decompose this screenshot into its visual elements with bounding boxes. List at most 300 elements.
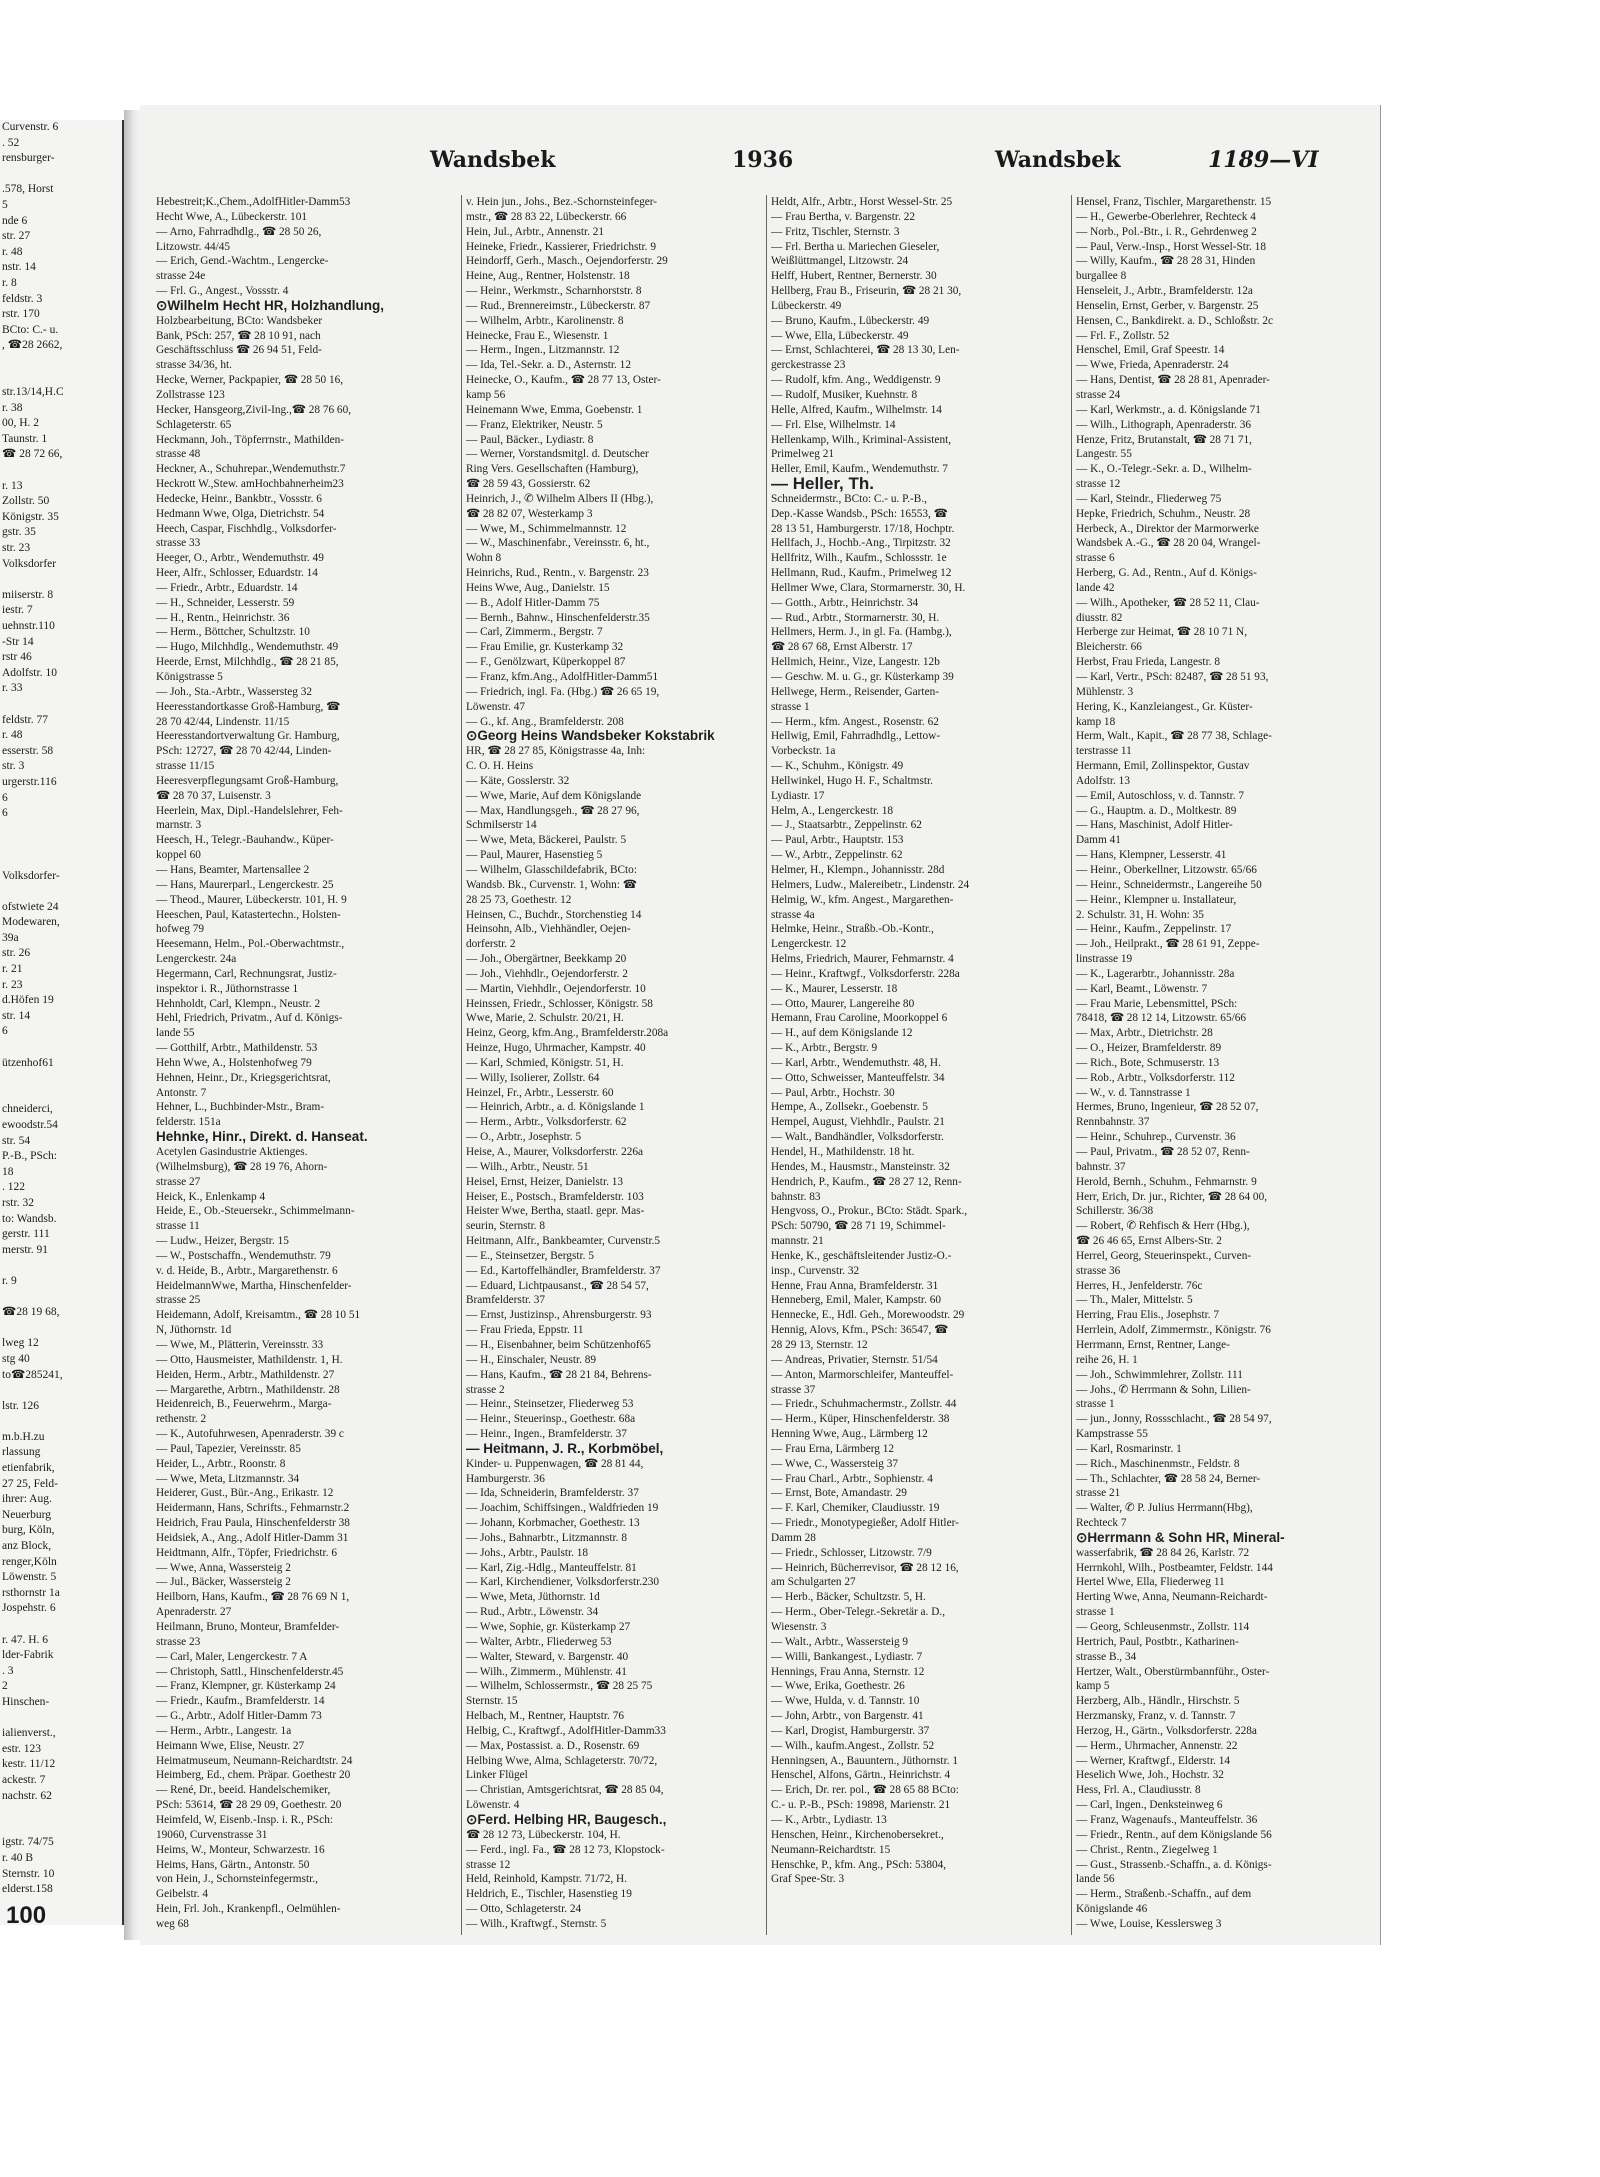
facing-page-line: Volksdorfer- bbox=[2, 869, 60, 882]
directory-entry: — G., Arbtr., Adolf Hitler-Damm 73 bbox=[156, 1710, 322, 1723]
directory-entry: Lydiastr. 17 bbox=[771, 789, 825, 802]
directory-entry: — Werner, Vorstandsmitgl. d. Deutscher bbox=[466, 448, 649, 461]
facing-page-line: rstr. 32 bbox=[2, 1196, 34, 1209]
directory-entry: Hering, K., Kanzleiangest., Gr. Küster- bbox=[1076, 700, 1253, 713]
directory-entry: — Walter, Steward, v. Bargenstr. 40 bbox=[466, 1650, 629, 1663]
directory-entry: — Christ., Rentn., Ziegelweg 1 bbox=[1076, 1843, 1218, 1856]
directory-entry: Hehl, Friedrich, Privatm., Auf d. Königs- bbox=[156, 1012, 343, 1025]
directory-entry: Schmilserstr 14 bbox=[466, 819, 537, 832]
directory-entry: Heckrott W.,Stew. amHochbahnerheim23 bbox=[156, 478, 344, 491]
directory-entry: Litzowstr. 44/45 bbox=[156, 240, 231, 253]
directory-entry: strasse 34/36, ht. bbox=[156, 359, 232, 372]
directory-entry: — Paul, Privatm., ☎ 28 52 07, Renn- bbox=[1076, 1146, 1250, 1158]
directory-entry: Herrel, Georg, Steuerinspekt., Curven- bbox=[1076, 1249, 1252, 1262]
facing-page-line: ☎28 19 68, bbox=[2, 1306, 60, 1319]
directory-entry: Bleicherstr. 66 bbox=[1076, 641, 1142, 654]
directory-entry: — Herm., kfm. Angest., Rosenstr. 62 bbox=[771, 715, 939, 728]
directory-entry: — K., Lagerarbtr., Johannisstr. 28a bbox=[1076, 967, 1235, 980]
directory-entry: 28 29 13, Sternstr. 12 bbox=[771, 1338, 868, 1351]
facing-page-line: rstr. 170 bbox=[2, 308, 40, 321]
directory-entry: Schlageterstr. 65 bbox=[156, 418, 232, 431]
facing-page-line: igstr. 74/75 bbox=[2, 1836, 54, 1849]
directory-entry: Heinz, Georg, kfm.Ang., Bramfelderstr.208a bbox=[466, 1027, 669, 1040]
directory-entry: — Hans, Maurerparl., Lengerckestr. 25 bbox=[156, 878, 334, 891]
directory-entry: 19060, Curvenstrasse 31 bbox=[156, 1828, 268, 1841]
directory-entry: Hertel Wwe, Ella, Fliederweg 11 bbox=[1076, 1576, 1225, 1589]
directory-entry: — Johann, Korbmacher, Goethestr. 13 bbox=[466, 1517, 640, 1530]
directory-entry: Geibelstr. 4 bbox=[156, 1888, 209, 1901]
facing-page-line: 18 bbox=[2, 1165, 14, 1178]
directory-entry: — Otto, Hausmeister, Mathildenstr. 1, H. bbox=[156, 1353, 343, 1366]
directory-entry: — K., Maurer, Lesserstr. 18 bbox=[771, 982, 898, 995]
directory-entry: 78418, ☎ 28 12 14, Litzowstr. 65/66 bbox=[1076, 1012, 1247, 1025]
page-header bbox=[140, 105, 1380, 173]
directory-entry: — Hans, Klempner, Lesserstr. 41 bbox=[1076, 849, 1227, 862]
directory-entry: Lübeckerstr. 49 bbox=[771, 299, 842, 312]
directory-entry: — Wwe, C., Wassersteig 37 bbox=[771, 1457, 899, 1470]
facing-page-line bbox=[0, 370, 122, 386]
directory-entry: Heise, A., Maurer, Volksdorferstr. 226a bbox=[466, 1146, 644, 1158]
directory-entry: — Carl, Ingen., Denksteinweg 6 bbox=[1076, 1799, 1223, 1812]
directory-entry: — John, Arbtr., von Bargenstr. 41 bbox=[771, 1710, 924, 1723]
book-gutter bbox=[124, 110, 140, 1940]
directory-entry: — Wwe, Hulda, v. d. Tannstr. 10 bbox=[771, 1695, 920, 1708]
directory-entry: — Heinr., Werkmstr., Scharnhorststr. 8 bbox=[466, 285, 642, 298]
directory-entry: Löwenstr. 4 bbox=[466, 1799, 520, 1812]
directory-entry: — Ed., Kartoffelhändler, Bramfelderstr. 37 bbox=[466, 1264, 661, 1277]
directory-entry: — Karl, Werkmstr., a. d. Königslande 71 bbox=[1076, 403, 1261, 416]
directory-entry: rethenstr. 2 bbox=[156, 1413, 207, 1426]
directory-entry: Hamburgerstr. 36 bbox=[466, 1472, 545, 1485]
facing-page-line: Volksdorfer bbox=[2, 557, 57, 570]
directory-entry: — Joh., Heilprakt., ☎ 28 61 91, Zeppe- bbox=[1076, 938, 1260, 951]
directory-entry: — Norb., Pol.-Btr., i. R., Gehrdenweg 2 bbox=[1076, 225, 1257, 238]
facing-page-line: lstr. 126 bbox=[2, 1399, 40, 1412]
directory-entry: Herting Wwe, Anna, Neumann-Reichardt- bbox=[1076, 1591, 1268, 1604]
directory-entry: — Andreas, Privatier, Sternstr. 51/54 bbox=[771, 1353, 938, 1366]
directory-entry: Henze, Fritz, Brutanstalt, ☎ 28 71 71, bbox=[1076, 433, 1252, 446]
directory-entry: Henneberg, Emil, Maler, Kampstr. 60 bbox=[771, 1294, 942, 1307]
directory-entry: Heins Wwe, Aug., Danielstr. 15 bbox=[466, 581, 610, 594]
directory-entry: — Otto, Maurer, Langereihe 80 bbox=[771, 997, 915, 1010]
directory-entry: Henningsen, A., Bauuntern., Jüthornstr. 1 bbox=[771, 1754, 959, 1767]
directory-entry: — Rud., Arbtr., Stormarnerstr. 30, H. bbox=[771, 611, 940, 624]
directory-entry: Hellwege, Herm., Reisender, Garten- bbox=[771, 685, 939, 698]
directory-entry: — Max, Handlungsgeh., ☎ 28 27 96, bbox=[466, 804, 640, 817]
directory-entry: — Jul., Bäcker, Wassersteig 2 bbox=[156, 1576, 291, 1589]
directory-entry: — Herm., Arbtr., Langestr. 1a bbox=[156, 1724, 292, 1737]
directory-entry: Hellwig, Emil, Fahrradhdlg., Lettow- bbox=[771, 730, 941, 743]
directory-entry: Hemann, Frau Caroline, Moorkoppel 6 bbox=[771, 1012, 948, 1025]
directory-entry: insp., Curvenstr. 32 bbox=[771, 1264, 860, 1277]
directory-entry: — Gotthilf, Arbtr., Mathildenstr. 53 bbox=[156, 1042, 318, 1055]
facing-page-line: urgerstr.116 bbox=[2, 775, 57, 788]
directory-entry: seurin, Sternstr. 8 bbox=[466, 1220, 546, 1233]
directory-entry: PSch: 50790, ☎ 28 71 19, Schimmel- bbox=[771, 1220, 946, 1233]
directory-entry: Wandsbek A.-G., ☎ 28 20 04, Wrangel- bbox=[1076, 537, 1261, 550]
facing-page-line: burg, Köln, bbox=[2, 1524, 55, 1537]
directory-entry: — Frau Erna, Lärmberg 12 bbox=[771, 1442, 895, 1455]
facing-page-line: gstr. 35 bbox=[2, 526, 36, 539]
facing-page-line: estr. 123 bbox=[2, 1742, 41, 1755]
directory-entry: Hegermann, Carl, Rechnungsrat, Justiz- bbox=[156, 967, 337, 980]
directory-entry: — Frau Bertha, v. Bargenstr. 22 bbox=[771, 210, 916, 223]
directory-entry: Heselich Wwe, Joh., Hochstr. 32 bbox=[1076, 1769, 1224, 1782]
directory-entry: strasse 37 bbox=[771, 1383, 816, 1396]
facing-page-line: ihrer: Aug. bbox=[2, 1493, 52, 1506]
directory-entry: lande 56 bbox=[1076, 1873, 1115, 1886]
directory-entry: — Willy, Kaufm., ☎ 28 28 31, Hinden bbox=[1076, 255, 1256, 268]
directory-entry: Hengvoss, O., Prokur., BCto: Städt. Spark., bbox=[771, 1205, 968, 1218]
directory-entry: Hendrich, P., Kaufm., ☎ 28 27 12, Renn- bbox=[771, 1175, 962, 1188]
facing-page-line bbox=[0, 1290, 122, 1306]
directory-entry: — Herm., Ingen., Litzmannstr. 12 bbox=[466, 344, 620, 357]
header-page-number: 1189—VI bbox=[1208, 147, 1319, 173]
facing-page-line: stg 40 bbox=[2, 1352, 30, 1365]
directory-entry: ☎ 28 59 43, Gossierstr. 62 bbox=[466, 478, 591, 491]
facing-page-line: r. 33 bbox=[2, 682, 23, 695]
directory-entry: — Karl, Drogist, Hamburgerstr. 37 bbox=[771, 1724, 930, 1737]
directory-entry: — Gust., Strassenb.-Schaffn., a. d. Königs- bbox=[1076, 1858, 1272, 1871]
directory-entry: — Otto, Schweisser, Manteuffelstr. 34 bbox=[771, 1071, 945, 1084]
directory-entry: — Wwe, Anna, Wassersteig 2 bbox=[156, 1561, 291, 1574]
directory-entry: Heeger, O., Arbtr., Wendemuthstr. 49 bbox=[156, 552, 324, 565]
directory-entry: — Heinrich, Bücherrevisor, ☎ 28 12 16, bbox=[771, 1561, 959, 1574]
facing-page-line: elderst.158 bbox=[2, 1883, 53, 1896]
facing-page-line: ialienverst., bbox=[2, 1727, 56, 1740]
directory-entry: Heinssen, Friedr., Schlosser, Königstr. 58 bbox=[466, 997, 653, 1010]
directory-entry: — Walter, ✆ P. Julius Herrmann(Hbg), bbox=[1076, 1502, 1253, 1515]
directory-entry: — Erich, Gend.-Wachtm., Lengercke- bbox=[156, 255, 329, 268]
directory-entry: ☎ 28 12 73, Lübeckerstr. 104, H. bbox=[466, 1828, 621, 1841]
directory-entry: Herberg, G. Ad., Rentn., Auf d. Königs- bbox=[1076, 567, 1257, 580]
facing-page-line: Neuerburg bbox=[2, 1508, 51, 1521]
directory-entry: Graf Spee-Str. 3 bbox=[771, 1873, 845, 1886]
directory-entry: Geschäftsschluss ☎ 26 94 51, Feld- bbox=[156, 344, 322, 357]
directory-entry: — Joh., Viehhdlr., Oejendorferstr. 2 bbox=[466, 967, 628, 980]
facing-page-line: r. 40 B bbox=[2, 1851, 33, 1864]
directory-entry: Heller, Emil, Kaufm., Wendemuthstr. 7 bbox=[771, 463, 948, 476]
directory-entry: Heimfeld, W, Eisenb.-Insp. i. R., PSch: bbox=[156, 1813, 333, 1826]
directory-entry: — B., Adolf Hitler-Damm 75 bbox=[466, 596, 600, 609]
directory-entry: Herzberg, Alb., Händlr., Hirschstr. 5 bbox=[1076, 1695, 1240, 1708]
facing-page-line: Jospehstr. 6 bbox=[2, 1602, 56, 1615]
directory-entry: Sternstr. 15 bbox=[466, 1695, 518, 1708]
directory-entry: Heick, K., Enlenkamp 4 bbox=[156, 1190, 266, 1203]
directory-entry: Herrmann, Ernst, Rentner, Lange- bbox=[1076, 1338, 1230, 1351]
directory-entry: Hehnen, Heinr., Dr., Kriegsgerichtsrat, bbox=[156, 1071, 331, 1084]
directory-entry: Heidermann, Hans, Schrifts., Fehmarnstr.2 bbox=[156, 1502, 350, 1515]
directory-entry: — Wilh., Apotheker, ☎ 28 52 11, Clau- bbox=[1076, 596, 1260, 609]
directory-entry: — G., kf. Ang., Bramfelderstr. 208 bbox=[466, 715, 624, 728]
directory-entry: — Herm., Straßenb.-Schaffn., auf dem bbox=[1076, 1888, 1252, 1901]
directory-entry: — Paul, Arbtr., Hochstr. 30 bbox=[771, 1086, 895, 1099]
directory-entry: Heiser, E., Postsch., Bramfelderstr. 103 bbox=[466, 1190, 644, 1203]
directory-entry: — Karl, Steindr., Fliederweg 75 bbox=[1076, 492, 1222, 505]
directory-entry: — Rudolf, kfm. Ang., Weddigenstr. 9 bbox=[771, 374, 941, 387]
directory-entry: — Heinrich, Arbtr., a. d. Königslande 1 bbox=[466, 1101, 645, 1114]
facing-page-line: 39a bbox=[2, 931, 19, 944]
directory-entry: — Paul, Arbtr., Hauptstr. 153 bbox=[771, 834, 904, 847]
directory-entry: Helms, Friedrich, Maurer, Fehmarnstr. 4 bbox=[771, 953, 954, 966]
facing-page-line bbox=[0, 1040, 122, 1056]
directory-entry: — Th., Schlachter, ☎ 28 58 24, Berner- bbox=[1076, 1472, 1261, 1485]
directory-entry: Heide, E., Ob.-Steuersekr., Schimmelmann- bbox=[156, 1205, 355, 1218]
directory-entry: — René, Dr., beeid. Handelschemiker, bbox=[156, 1784, 331, 1797]
directory-entry: Hecht Wwe, A., Lübeckerstr. 101 bbox=[156, 210, 308, 223]
directory-entry: Helmke, Heinr., Straßb.-Ob.-Kontr., bbox=[771, 923, 934, 936]
directory-entry: strasse 24 bbox=[1076, 388, 1121, 401]
facing-page-line: r. 23 bbox=[2, 978, 23, 991]
facing-page-line: ackestr. 7 bbox=[2, 1773, 46, 1786]
directory-entry: — Erich, Dr. rer. pol., ☎ 28 65 88 BCto: bbox=[771, 1784, 959, 1797]
directory-entry: Königstrasse 5 bbox=[156, 671, 223, 683]
directory-entry: strasse 6 bbox=[1076, 552, 1115, 565]
directory-entry: — Wilhelm, Arbtr., Karolinenstr. 8 bbox=[466, 314, 624, 327]
directory-entry: Henschke, P., kfm. Ang., PSch: 53804, bbox=[771, 1858, 947, 1871]
directory-entry: mannstr. 21 bbox=[771, 1235, 824, 1248]
directory-entry: von Hein, J., Schornsteinfegermstr., bbox=[156, 1873, 318, 1886]
directory-entry: strasse 21 bbox=[1076, 1487, 1121, 1500]
directory-entry: — Wilh., Kraftwgf., Sternstr. 5 bbox=[466, 1917, 607, 1930]
directory-column-1 bbox=[156, 195, 453, 1935]
directory-entry: — Heinr., Schneidermstr., Langereihe 50 bbox=[1076, 878, 1262, 891]
directory-entry: Lengerckestr. 12 bbox=[771, 938, 847, 951]
header-year: 1936 bbox=[732, 147, 794, 173]
directory-entry: Wwe, Marie, 2. Schulstr. 20/21, H. bbox=[466, 1012, 624, 1025]
directory-entry: Hendel, H., Mathildenstr. 18 ht. bbox=[771, 1146, 915, 1158]
facing-page-line: Löwenstr. 5 bbox=[2, 1571, 57, 1584]
directory-entry: Damm 41 bbox=[1076, 834, 1121, 847]
directory-entry: felderstr. 151a bbox=[156, 1116, 221, 1129]
directory-entry: — Herm., Uhrmacher, Annenstr. 22 bbox=[1076, 1739, 1238, 1752]
directory-entry: — Carl, Zimmerm., Bergstr. 7 bbox=[466, 626, 603, 639]
directory-entry: PSch: 53614, ☎ 28 29 09, Goethestr. 20 bbox=[156, 1799, 342, 1812]
facing-page-line: 6 bbox=[2, 1025, 8, 1038]
directory-entry: — Johs., Arbtr., Paulstr. 18 bbox=[466, 1546, 589, 1559]
directory-entry: bahnstr. 83 bbox=[771, 1190, 821, 1203]
directory-column-4 bbox=[1071, 195, 1373, 1935]
directory-entry: — Karl, Rosmarinstr. 1 bbox=[1076, 1442, 1182, 1455]
directory-entry: am Schulgarten 27 bbox=[771, 1576, 856, 1589]
directory-entry: Henschel, Emil, Graf Speestr. 14 bbox=[1076, 344, 1225, 357]
directory-entry: — Christian, Amtsgerichtsrat, ☎ 28 85 04, bbox=[466, 1784, 664, 1797]
directory-entry: Hedmann Wwe, Olga, Dietrichstr. 54 bbox=[156, 507, 325, 520]
directory-entry: — Herm., Arbtr., Volksdorferstr. 62 bbox=[466, 1116, 627, 1129]
directory-entry: — W., Arbtr., Zeppelinstr. 62 bbox=[771, 849, 903, 862]
directory-entry: — K., Arbtr., Bergstr. 9 bbox=[771, 1042, 878, 1055]
directory-entry: ⊙ Herrmann & Sohn HR, Mineral- bbox=[1076, 1531, 1373, 1546]
directory-entry: Hellenkamp, Wilh., Kriminal-Assistent, bbox=[771, 433, 952, 446]
directory-entry: — Heinr., Kraftwgf., Volksdorferstr. 228a bbox=[771, 967, 960, 980]
directory-entry: Neumann-Reichardtstr. 15 bbox=[771, 1843, 891, 1856]
facing-page-line: Modewaren, bbox=[2, 916, 60, 929]
facing-page-line: rstr 46 bbox=[2, 651, 32, 664]
directory-entry: Hennings, Frau Anna, Sternstr. 12 bbox=[771, 1665, 925, 1678]
facing-page-line: nstr. 14 bbox=[2, 261, 36, 274]
directory-entry: Herold, Bernh., Schuhm., Fehmarnstr. 9 bbox=[1076, 1175, 1257, 1188]
facing-page-line bbox=[0, 822, 122, 838]
directory-entry: strasse 2 bbox=[466, 1383, 505, 1396]
directory-entry: — Franz, Klempner, gr. Küsterkamp 24 bbox=[156, 1680, 336, 1693]
directory-entry: N, Jüthornstr. 1d bbox=[156, 1324, 232, 1337]
directory-entry: — Wwe, Meta, Litzmannstr. 34 bbox=[156, 1472, 300, 1485]
directory-entry: Heineke, Friedr., Kassierer, Friedrichstr. 9 bbox=[466, 240, 656, 253]
facing-page-line bbox=[0, 1087, 122, 1103]
directory-entry: Weißlüttmangel, Litzowstr. 24 bbox=[771, 255, 909, 268]
directory-entry: Helmer, H., Klempn., Johannisstr. 28d bbox=[771, 863, 945, 876]
directory-entry: Heckner, A., Schuhrepar.,Wendemuthstr.7 bbox=[156, 463, 346, 476]
directory-entry: Hempel, August, Viehhdlr., Paulstr. 21 bbox=[771, 1116, 945, 1129]
directory-entry: strasse 48 bbox=[156, 448, 201, 461]
facing-page-line: nde 6 bbox=[2, 214, 28, 227]
directory-entry: Hensen, C., Bankdirekt. a. D., Schloßstr. 2c bbox=[1076, 314, 1274, 327]
directory-entry: C. O. H. Heins bbox=[466, 760, 534, 773]
facing-page-line: rensburger- bbox=[2, 152, 55, 165]
directory-entry: — Robert, ✆ Rehfisch & Herr (Hbg.), bbox=[1076, 1220, 1250, 1233]
facing-page-line bbox=[0, 1711, 122, 1727]
directory-entry: Hellwinkel, Hugo H. F., Schaltmstr. bbox=[771, 774, 933, 787]
directory-entry: Heeresstandortverwaltung Gr. Hamburg, bbox=[156, 730, 340, 743]
facing-page-line: Taunstr. 1 bbox=[2, 432, 48, 445]
facing-page-line: Hinschen- bbox=[2, 1695, 50, 1708]
directory-entry: — Eduard, Lichtpausanst., ☎ 28 54 57, bbox=[466, 1279, 649, 1292]
directory-entry: — Frl. F., Zollstr. 52 bbox=[1076, 329, 1170, 342]
directory-entry: — Käte, Gosslerstr. 32 bbox=[466, 774, 570, 787]
directory-entry: Heimberg, Ed., chem. Präpar. Goethestr 20 bbox=[156, 1769, 351, 1782]
directory-entry: — Frl. Bertha u. Mariechen Gieseler, bbox=[771, 240, 940, 253]
directory-entry: — Heller, Th. bbox=[771, 477, 874, 492]
directory-entry: — Th., Maler, Mittelstr. 5 bbox=[1076, 1294, 1193, 1307]
facing-page-line: r. 9 bbox=[2, 1274, 17, 1287]
directory-entry: ⊙ Ferd. Helbing HR, Baugesch., bbox=[466, 1813, 763, 1828]
directory-entry: — Hans, Beamter, Martensallee 2 bbox=[156, 863, 310, 876]
directory-entry: — Frau Emilie, gr. Kusterkamp 32 bbox=[466, 641, 624, 654]
directory-entry: — Ernst, Schlachterei, ☎ 28 13 30, Len- bbox=[771, 344, 960, 357]
directory-entry: — Rudolf, Musiker, Kuehnstr. 8 bbox=[771, 388, 918, 401]
directory-entry: ⊙ Wilhelm Hecht HR, Holzhandlung, bbox=[156, 299, 453, 314]
facing-page-line: ofstwiete 24 bbox=[2, 900, 59, 913]
directory-entry: Heeresstandortkasse Groß-Hamburg, ☎ bbox=[156, 700, 341, 713]
directory-entry: Heimann Wwe, Elise, Neustr. 27 bbox=[156, 1739, 305, 1752]
facing-page-line: iestr. 7 bbox=[2, 604, 33, 617]
facing-page-line: str. 14 bbox=[2, 1009, 31, 1022]
directory-entry: lande 55 bbox=[156, 1027, 195, 1040]
directory-entry: Heer, Alfr., Schlosser, Eduardstr. 14 bbox=[156, 567, 318, 580]
facing-page-line bbox=[0, 884, 122, 900]
directory-entry: — Rich., Maschinenmstr., Feldstr. 8 bbox=[1076, 1457, 1240, 1470]
directory-entry: wasserfabrik, ☎ 28 84 26, Karlstr. 72 bbox=[1076, 1546, 1250, 1559]
directory-entry: ⊙ Georg Heins Wandsbeker Kokstabrik bbox=[466, 729, 763, 744]
directory-entry: Heinzel, Fr., Arbtr., Lesserstr. 60 bbox=[466, 1086, 614, 1099]
directory-entry: — Heinr., Oberkellner, Litzowstr. 65/66 bbox=[1076, 863, 1257, 876]
directory-entry: kamp 18 bbox=[1076, 715, 1116, 728]
directory-entry: Hellmer Wwe, Clara, Stormarnerstr. 30, H. bbox=[771, 581, 966, 594]
directory-entry: Heims, W., Monteur, Schwarzestr. 16 bbox=[156, 1843, 325, 1856]
directory-entry: lande 42 bbox=[1076, 581, 1115, 594]
directory-entry: — W., Maschinenfabr., Vereinsstr. 6, ht., bbox=[466, 537, 650, 550]
directory-entry: — Carl, Maler, Lengerckestr. 7 A bbox=[156, 1650, 308, 1663]
directory-entry: Hellmich, Heinr., Vize, Langestr. 12b bbox=[771, 656, 940, 669]
directory-entry: Kampstrasse 55 bbox=[1076, 1428, 1148, 1441]
directory-entry: — Georg, Schleusenmstr., Zollstr. 114 bbox=[1076, 1621, 1250, 1633]
directory-entry: — Martin, Viehhdlr., Oejendorferstr. 10 bbox=[466, 982, 646, 995]
directory-entry: Damm 28 bbox=[771, 1531, 816, 1544]
facing-page-line: . 52 bbox=[2, 136, 20, 149]
directory-entry: Henne, Frau Anna, Bramfelderstr. 31 bbox=[771, 1279, 939, 1292]
directory-entry: Helle, Alfred, Kaufm., Wilhelmstr. 14 bbox=[771, 403, 942, 416]
directory-entry: Heinsen, C., Buchdr., Storchenstieg 14 bbox=[466, 908, 642, 921]
directory-entry: Hepke, Friedrich, Schuhm., Neustr. 28 bbox=[1076, 507, 1251, 520]
directory-entry: Heidrich, Frau Paula, Hinschenfelderstr 38 bbox=[156, 1517, 350, 1530]
directory-entry: Hellmers, Herm. J., in gl. Fa. (Hambg.), bbox=[771, 626, 952, 639]
facing-page-line: Adolfstr. 10 bbox=[2, 666, 57, 679]
facing-page-line: str. 54 bbox=[2, 1134, 31, 1147]
directory-entry: Helbach, M., Rentner, Hauptstr. 76 bbox=[466, 1710, 624, 1723]
directory-entry: — Bernh., Bahnw., Hinschenfelderstr.35 bbox=[466, 611, 650, 624]
directory-entry: Heilborn, Hans, Kaufm., ☎ 28 76 69 N 1, bbox=[156, 1591, 350, 1604]
directory-entry: Herbst, Frau Frieda, Langestr. 8 bbox=[1076, 656, 1221, 669]
directory-entry: — Heinr., Kaufm., Zeppelinstr. 17 bbox=[1076, 923, 1232, 936]
directory-entry: — Christoph, Sattl., Hinschenfelderstr.45 bbox=[156, 1665, 344, 1678]
facing-page-line: 5 bbox=[2, 198, 8, 211]
facing-page-line: miiserstr. 8 bbox=[2, 588, 54, 601]
directory-entry: — Wwe, M., Schimmelmannstr. 12 bbox=[466, 522, 627, 535]
directory-entry: Heider, L., Arbtr., Roonstr. 8 bbox=[156, 1457, 286, 1470]
directory-entry: v. d. Heide, B., Arbtr., Margarethenstr. 6 bbox=[156, 1264, 338, 1277]
directory-entry: Hermes, Bruno, Ingenieur, ☎ 28 52 07, bbox=[1076, 1101, 1259, 1114]
directory-entry: — Hans, Maschinist, Adolf Hitler- bbox=[1076, 819, 1233, 832]
facing-page-line: rlassung bbox=[2, 1446, 41, 1459]
directory-entry: — Frau Charl., Arbtr., Sophienstr. 4 bbox=[771, 1472, 933, 1485]
facing-page-line: etienfabrik, bbox=[2, 1462, 55, 1475]
directory-entry: — Walt., Bandhändler, Volksdorferstr. bbox=[771, 1131, 944, 1144]
directory-entry: Heeresverpflegungsamt Groß-Hamburg, bbox=[156, 774, 339, 787]
directory-entry: — Herm., Ober-Telegr.-Sekretär a. D., bbox=[771, 1606, 946, 1619]
directory-entry: Heidenreich, B., Feuerwehrm., Marga- bbox=[156, 1398, 332, 1411]
directory-entry: — Wwe, Sophie, gr. Küsterkamp 27 bbox=[466, 1621, 631, 1633]
directory-entry: — Franz, Elektriker, Neustr. 5 bbox=[466, 418, 603, 431]
header-city-left: Wandsbek bbox=[430, 147, 556, 173]
directory-entry: Heister Wwe, Bertha, staatl. gepr. Mas- bbox=[466, 1205, 645, 1218]
facing-page-line: str. 23 bbox=[2, 542, 31, 555]
directory-entry: — Frau Frieda, Eppstr. 11 bbox=[466, 1324, 584, 1337]
facing-page-line: P.-B., PSch: bbox=[2, 1150, 57, 1163]
facing-page-line: 6 bbox=[2, 807, 8, 820]
directory-entry: — Gotth., Arbtr., Heinrichstr. 34 bbox=[771, 596, 919, 609]
directory-entry: — Frau Marie, Lebensmittel, PSch: bbox=[1076, 997, 1238, 1010]
directory-entry: — Karl, Kirchendiener, Volksdorferstr.230 bbox=[466, 1576, 660, 1589]
directory-entry: — Paul, Tapezier, Vereinsstr. 85 bbox=[156, 1442, 301, 1455]
directory-entry: — Wwe, Marie, Auf dem Königslande bbox=[466, 789, 642, 802]
facing-page-line: lweg 12 bbox=[2, 1337, 39, 1350]
directory-entry: — Friedr., Schuhmachermstr., Zollstr. 44 bbox=[771, 1398, 957, 1411]
facing-page-line: renger,Köln bbox=[2, 1555, 57, 1568]
directory-entry: — Arno, Fahrradhdlg., ☎ 28 50 26, bbox=[156, 225, 322, 238]
facing-page-line: r. 38 bbox=[2, 401, 23, 414]
directory-entry: — Margarethe, Arbtrn., Mathildenstr. 28 bbox=[156, 1383, 340, 1396]
facing-page-line: r. 13 bbox=[2, 479, 23, 492]
directory-entry: Heinecke, Frau E., Wiesenstr. 1 bbox=[466, 329, 609, 342]
facing-page-line: Zollstr. 50 bbox=[2, 495, 50, 508]
directory-entry: strasse 1 bbox=[1076, 1606, 1115, 1619]
directory-entry: Heinrichs, Rud., Rentn., v. Bargenstr. 23 bbox=[466, 567, 649, 580]
directory-entry: Hendes, M., Hausmstr., Mansteinstr. 32 bbox=[771, 1160, 950, 1173]
directory-entry: — H., Eisenbahner, beim Schützenhof65 bbox=[466, 1338, 651, 1351]
directory-entry: — Wilhelm, Schlossermstr., ☎ 28 25 75 bbox=[466, 1680, 653, 1693]
directory-entry: Hess, Frl. A., Claudiusstr. 8 bbox=[1076, 1784, 1201, 1797]
directory-entry: — Wwe, Louise, Kesslersweg 3 bbox=[1076, 1917, 1222, 1930]
